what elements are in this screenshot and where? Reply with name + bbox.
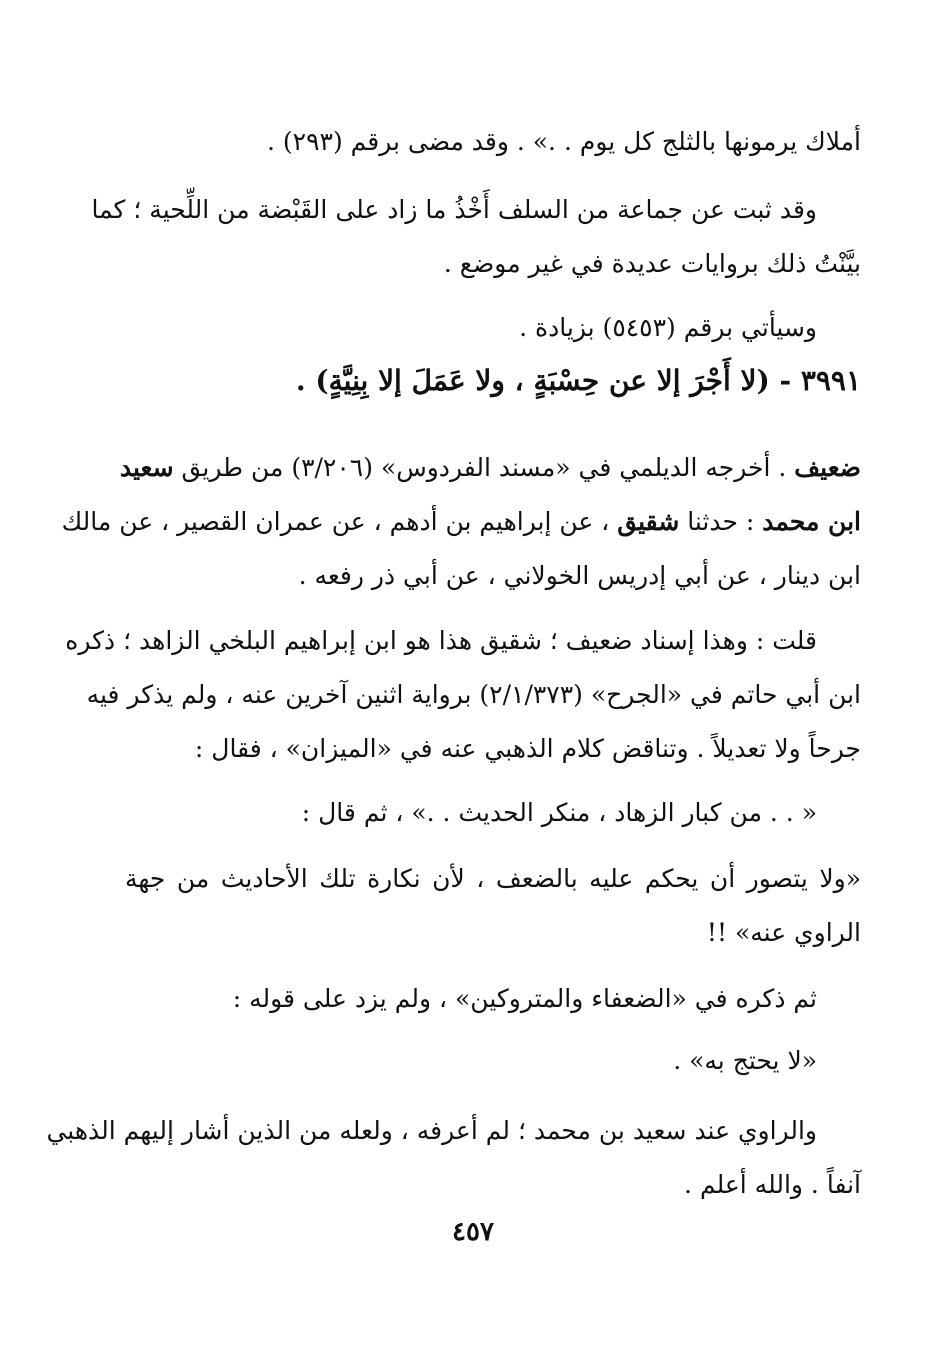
text-line: ابن أبي حاتم في «الجرح» (٢/١/٣٧٣) برواية اثنين آخرين عنه ، ولم يذكر فيه <box>86 680 861 709</box>
paragraph-quote-mizan <box>125 786 861 840</box>
text-line: الراوي عنه» !! <box>706 918 861 947</box>
paragraph-quote-short <box>125 1034 861 1088</box>
grade-label: ضعيف <box>794 453 861 482</box>
text-line: «ولا يتصور أن يحكم عليه بالضعف ، لأن نكارة تلك الأحاديث من جهة <box>125 864 861 893</box>
paragraph-quote-continued <box>125 852 861 960</box>
text-span: ، عن إبراهيم بن أدهم ، عن عمران القصير ، عن مالك <box>61 507 618 536</box>
text-line: ابن دينار ، عن أبي إدريس الخولاني ، عن أبي ذر رفعه . <box>298 561 861 590</box>
paragraph-takhrij <box>61 441 861 603</box>
text-line <box>119 441 861 495</box>
paragraph-conclusion <box>46 1104 861 1212</box>
hadith-heading: ٣٩٩١ - (لا أَجْرَ إلا عن حِسْبَةٍ ، ولا عَمَلَ إلا بِنِيَّةٍ) . <box>295 364 861 397</box>
paragraph-continuation <box>125 115 861 169</box>
text-line: جرحاً ولا تعديلاً . وتناقض كلام الذهبي عنه في «الميزان» ، فقال : <box>194 734 861 763</box>
text-span: : حدثنا <box>679 507 763 536</box>
text-line: ثم ذكره في «الضعفاء والمتروكين» ، ولم يزد على قوله : <box>232 984 817 1013</box>
text-line: آنفاً . والله أعلم . <box>684 1170 861 1199</box>
text-line <box>61 495 861 549</box>
text-line: « . . من كبار الزهاد ، منكر الحديث . .» ، ثم قال : <box>301 798 817 827</box>
text-line: قلت : وهذا إسناد ضعيف ؛ شقيق هذا هو ابن إبراهيم البلخي الزاهد ؛ ذكره <box>65 626 817 655</box>
narrator-name: شقيق <box>617 507 680 536</box>
paragraph-duafa <box>125 972 861 1026</box>
text-line: أملاك يرمونها بالثلج كل يوم . .» . وقد مضى برقم (٢٩٣) . <box>266 127 861 156</box>
text-span: . أخرجه الديلمي في «مسند الفردوس» (٣/٢٠٦) من طريق <box>173 453 795 482</box>
narrator-name: ابن محمد <box>762 507 861 536</box>
text-line: وقد ثبت عن جماعة من السلف أَخْذُ ما زاد على القَبْضة من اللِّحية ؛ كما <box>91 195 817 224</box>
paragraph-analysis <box>65 614 861 776</box>
text-line: وسيأتي برقم (٥٤٥٣) بزيادة . <box>519 313 817 342</box>
page-number: ٤٥٧ <box>452 1217 494 1247</box>
paragraph-cross-reference <box>125 301 861 355</box>
text-line: «لا يحتج به» . <box>673 1046 817 1075</box>
narrator-name: سعيد <box>119 453 174 482</box>
paragraph-trimming-beard <box>91 183 861 291</box>
text-line: بيَّنْتُ ذلك بروايات عديدة في غير موضع . <box>443 249 861 278</box>
text-line: والراوي عند سعيد بن محمد ؛ لم أعرفه ، ولعله من الذين أشار إليهم الذهبي <box>46 1116 817 1145</box>
